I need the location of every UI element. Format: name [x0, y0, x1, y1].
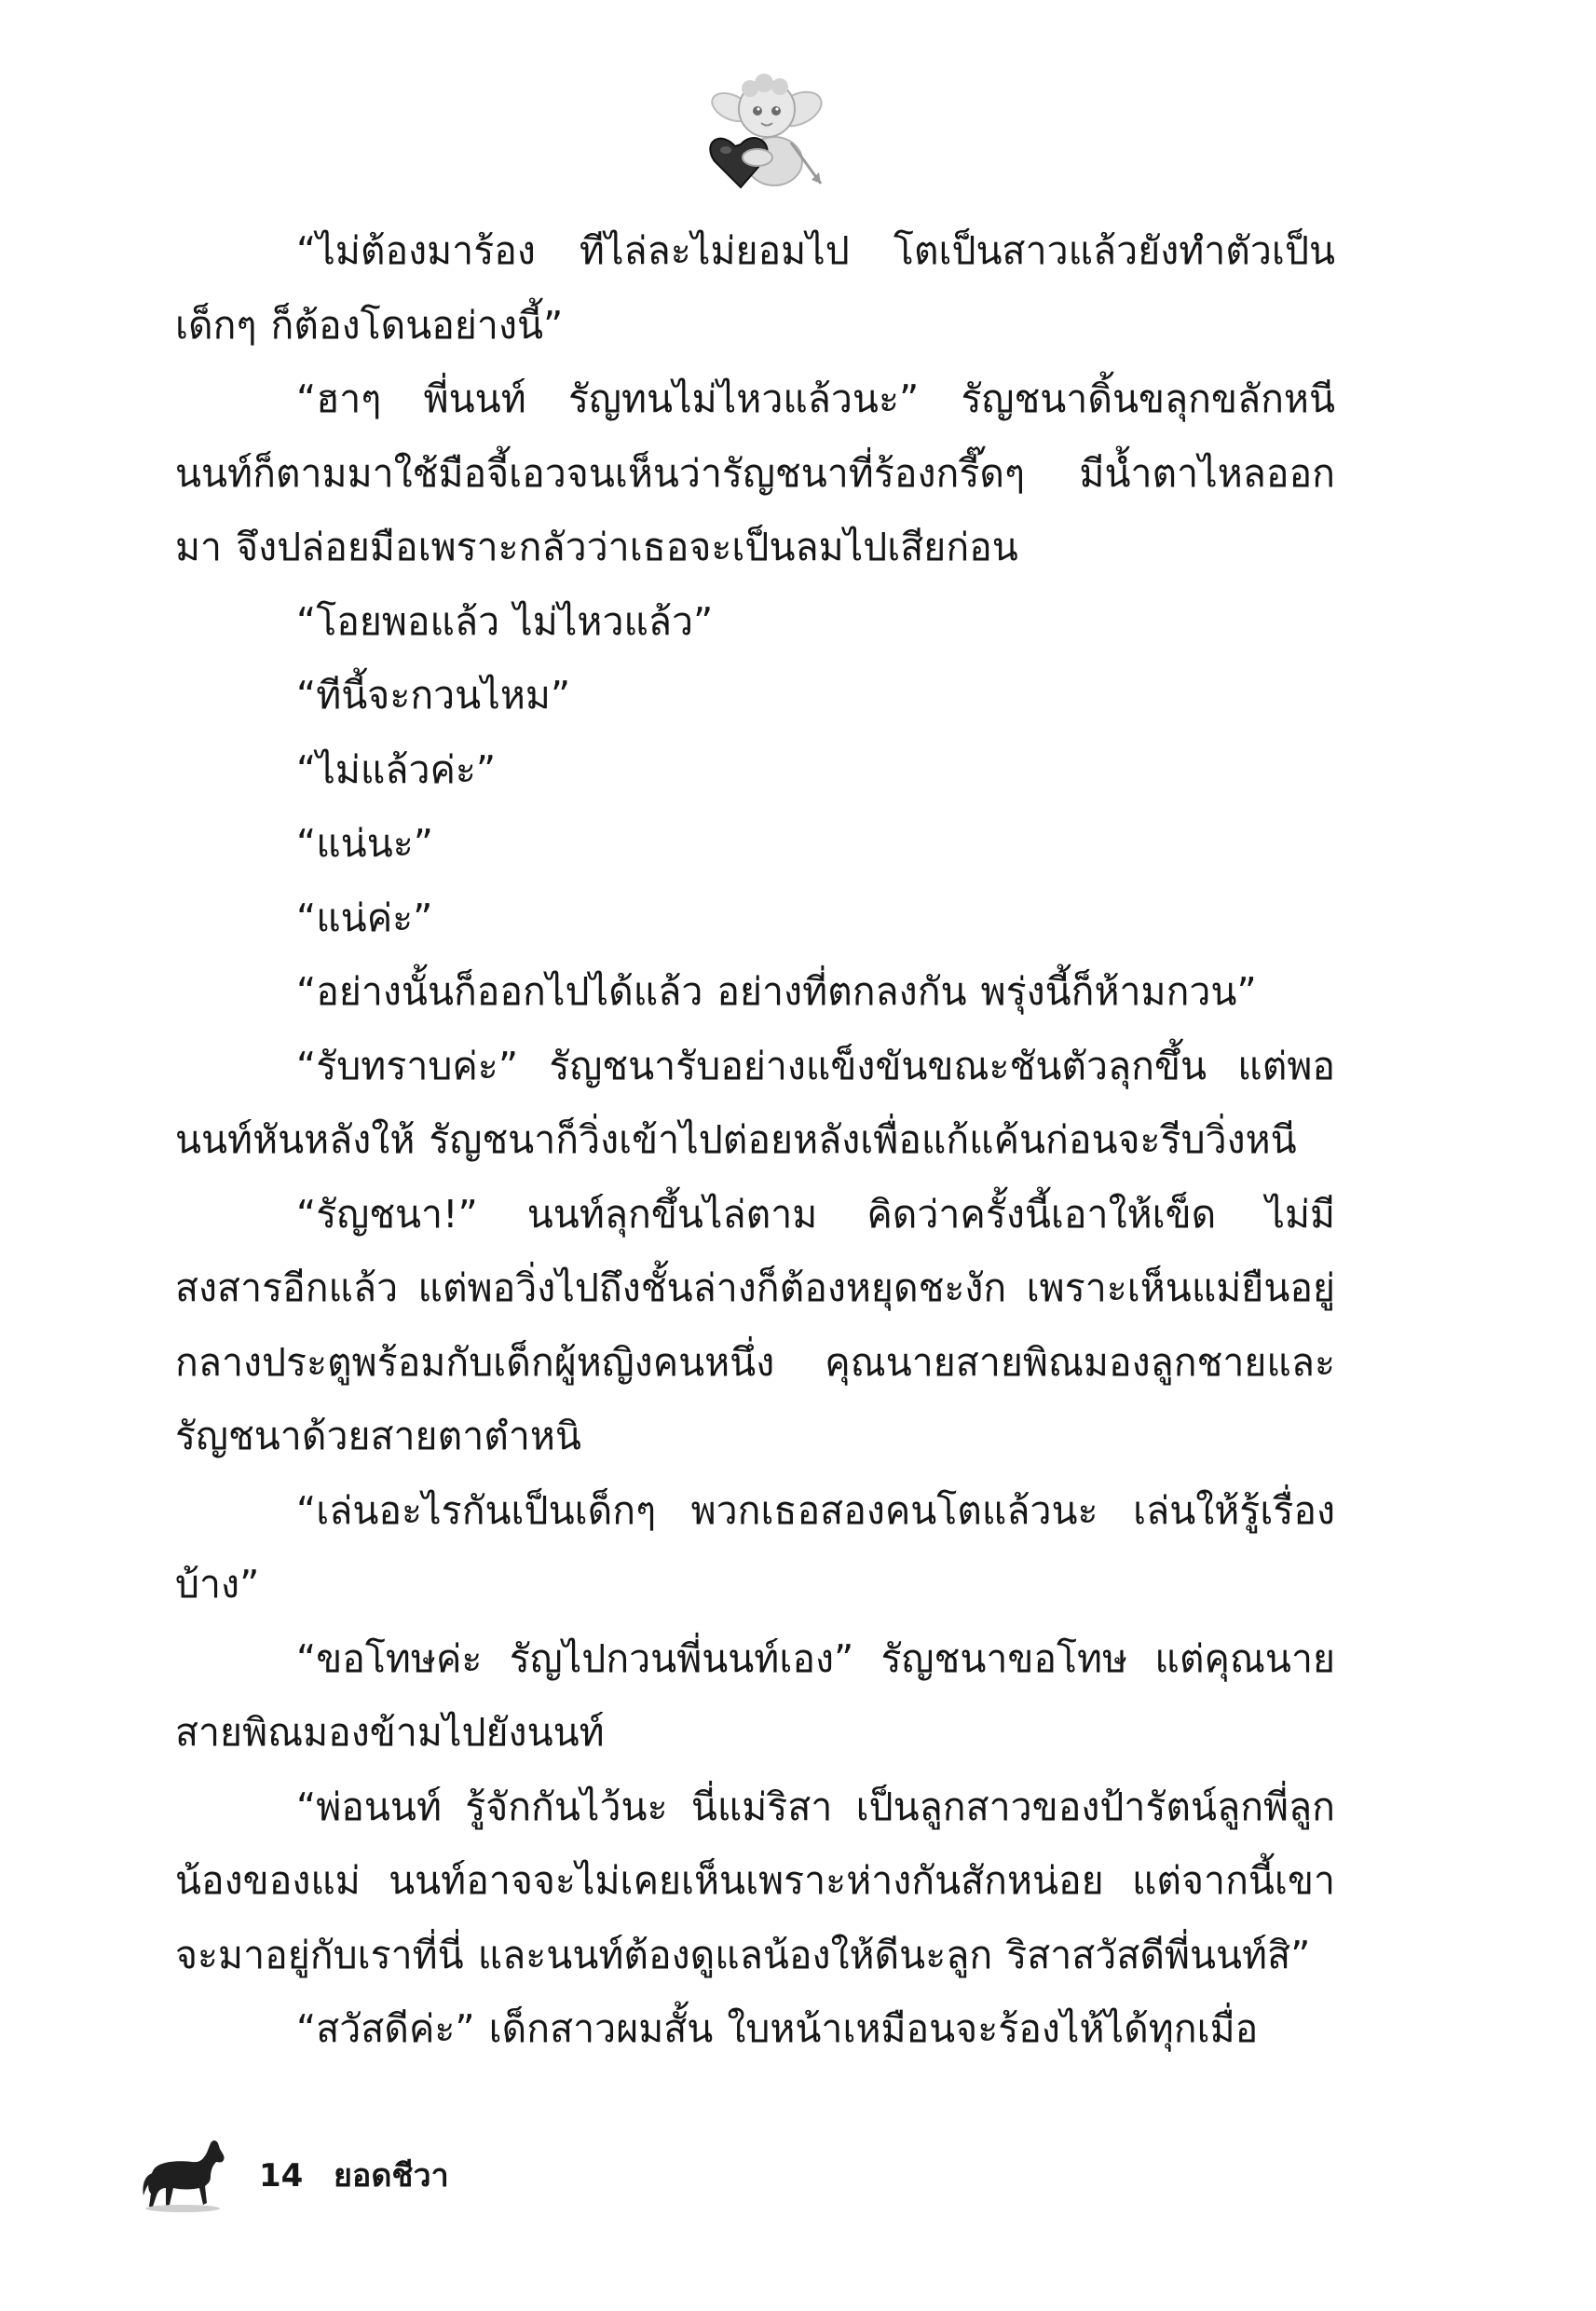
paragraph: “ทีนี้จะกวนไหม” [296, 673, 571, 718]
cupid-holding-heart-icon [694, 61, 834, 200]
paragraph: “ไม่แล้วค่ะ” [296, 746, 497, 792]
paragraph: “แน่ค่ะ” [296, 895, 433, 940]
paragraph: “สวัสดีค่ะ” เด็กสาวผมสั้น ใบหน้าเหมือนจะร้องไห้ได้ทุกเมื่อ [296, 2006, 1259, 2051]
paragraph: “อย่างนั้นก็ออกไปได้แล้ว อย่างที่ตกลงกัน พรุ่งนี้ก็ห้ามกวน” [296, 969, 1257, 1014]
page-footer [140, 2134, 606, 2218]
paragraph: “โอยพอแล้ว ไม่ไหวแล้ว” [296, 598, 714, 644]
paragraph: “ขอโทษค่ะ รัญไปกวนพี่นนท์เอง” รัญชนาขอโทษ แต่คุณนายสายพิณมองข้ามไปยังนนท์ [175, 1635, 1335, 1755]
paragraph: “แน่นะ” [296, 821, 433, 866]
paragraph: “รัญชนา!” นนท์ลุกขึ้นไล่ตาม คิดว่าครั้งนี้เอาให้เข็ด ไม่มีสงสารอีกแล้ว แต่พอวิ่งไปถึงชั้นล่างก็ต้องหยุดชะงัก เพราะเห็นแม่ยืนอยู่กลางประตูพร้อมกับเด็กผู้หญิงคนหนึ่ง คุณนายสายพิณมองลูกชายและรัญชนาด้วยสายตาตำหนิ [175, 1191, 1335, 1458]
paragraph: “เล่นอะไรกันเป็นเด็กๆ พวกเธอสองคนโตแล้วนะ เล่นให้รู้เรื่องบ้าง” [175, 1487, 1335, 1607]
paragraph: “รับทราบค่ะ” รัญชนารับอย่างแข็งขันขณะชันตัวลุกขึ้น แต่พอนนท์หันหลังให้ รัญชนาก็วิ่งเข้าไปต่อยหลังเพื่อแก้แค้นก่อนจะรีบวิ่งหนี [175, 1043, 1335, 1162]
story-text [175, 214, 1335, 2067]
paragraph: “ไม่ต้องมาร้อง ทีไล่ละไม่ยอมไป โตเป็นสาวแล้วยังทำตัวเป็นเด็กๆ ก็ต้องโดนอย่างนี้” [175, 228, 1335, 348]
paragraph: “ฮาๆ พี่นนท์ รัญทนไม่ไหวแล้วนะ” รัญชนาดิ้นขลุกขลักหนี นนท์ก็ตามมาใช้มือจี้เอวจนเห็นว่ารัญชนาที่ร้องกรี๊ดๆ มีน้ำตาไหลออกมา จึงปล่อยมือเพราะกลัวว่าเธอจะเป็นลมไปเสียก่อน [175, 376, 1335, 569]
paragraph: “พ่อนนท์ รู้จักกันไว้นะ นี่แม่ริสา เป็นลูกสาวของป้ารัตน์ลูกพี่ลูกน้องของแม่ นนท์อาจจะไม่เคยเห็นเพราะห่างกันสักหน่อย แต่จากนี้เขาจะมาอยู่กับเราที่นี่ และนนท์ต้องดูแลน้องให้ดีนะลูก ริสาสวัสดีพี่นนท์สิ” [175, 1784, 1335, 1977]
page-number: 14 [259, 2157, 304, 2195]
horse-icon [140, 2134, 229, 2214]
book-title: ยอดชีวา [334, 2157, 449, 2195]
